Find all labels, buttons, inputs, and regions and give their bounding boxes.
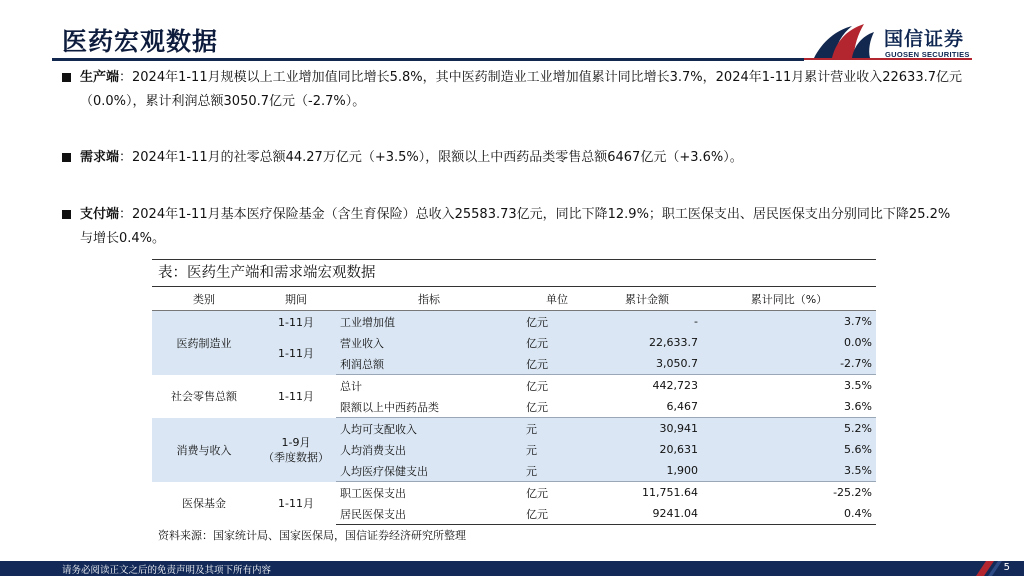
- period-cell: 1-11月: [278, 390, 314, 403]
- indicator-cell: 营业收入: [336, 332, 522, 353]
- amount-cell: 9241.04: [592, 503, 702, 525]
- amount-cell: 6,467: [592, 396, 702, 418]
- amount-cell: 442,723: [652, 379, 698, 392]
- period-note: （季度数据）: [263, 450, 329, 464]
- yoy-cell: -2.7%: [702, 353, 876, 375]
- amount-cell: 3,050.7: [592, 353, 702, 375]
- period-cell: 1-11月: [278, 497, 314, 510]
- period-cell: [256, 418, 336, 482]
- bullet-label: 支付端: [80, 207, 120, 222]
- yoy-cell: 5.6%: [702, 439, 876, 460]
- bullet-square-icon: [62, 210, 71, 219]
- table-header-row: [152, 287, 876, 311]
- category-cell: 医药制造业: [152, 311, 256, 375]
- macro-data-table: [152, 287, 876, 525]
- page-title: 医药宏观数据: [62, 27, 219, 56]
- column-header: 指标: [336, 287, 522, 311]
- indicator-cell: 总计: [340, 379, 362, 393]
- yoy-cell: 5.2%: [702, 418, 876, 440]
- footer-disclaimer: 请务必阅读正文之后的免责声明及其项下所有内容: [62, 565, 272, 576]
- yoy-cell: 3.6%: [702, 396, 876, 418]
- table-row: [152, 482, 876, 504]
- bullet-text: ：2024年1-11月基本医疗保险基金（含生育保险）总收入25583.73亿元，同比下降12.9%；职工医保支出、居民医保支出分别同比下降25.2%与增长0.4%。: [80, 207, 951, 246]
- indicator-cell: 职工医保支出: [340, 486, 406, 500]
- logo-english-name: GUOSEN SECURITIES: [885, 50, 970, 59]
- bullet-label: 需求端: [80, 150, 120, 165]
- bullet-square-icon: [62, 73, 71, 82]
- bullet-text: ：2024年1-11月规模以上工业增加值同比增长5.8%，其中医药制造业工业增加值累计同比增长3.7%，2024年1-11月累计营业收入22633.7亿元（0.0%），累计利润总额3050.7亿元（-2.7%）。: [80, 70, 963, 109]
- table-caption: 表：医药生产端和需求端宏观数据: [152, 259, 876, 287]
- column-header: 单位: [522, 287, 592, 311]
- column-header: 累计金额: [592, 287, 702, 311]
- bullet-demand: [62, 146, 962, 170]
- amount-cell: 30,941: [592, 418, 702, 440]
- table-row: [152, 332, 876, 353]
- category-cell: 社会零售总额: [171, 390, 237, 403]
- bullet-square-icon: [62, 153, 71, 162]
- amount-cell: 1,900: [592, 460, 702, 482]
- category-cell: 消费与收入: [152, 418, 256, 482]
- indicator-cell: 利润总额: [336, 353, 522, 375]
- period-line: 1-9月: [281, 435, 311, 449]
- amount-cell: 22,633.7: [592, 332, 702, 353]
- unit-cell: 亿元: [526, 486, 548, 500]
- unit-cell: 亿元: [522, 396, 592, 418]
- unit-cell: 元: [522, 439, 592, 460]
- table-source-note: 资料来源：国家统计局、国家医保局，国信证券经济研究所整理: [158, 529, 466, 542]
- unit-cell: 亿元: [522, 503, 592, 525]
- yoy-cell: 0.0%: [702, 332, 876, 353]
- column-header: 类别: [152, 287, 256, 311]
- guosen-logo-mark-icon: [812, 20, 876, 60]
- yoy-cell: 3.5%: [702, 460, 876, 482]
- title-divider: [52, 58, 804, 61]
- indicator-cell: 居民医保支出: [336, 503, 522, 525]
- indicator-cell: 人均可支配收入: [336, 418, 522, 440]
- page-number: 5: [1003, 562, 1010, 573]
- company-logo: [812, 20, 992, 66]
- table-row: [152, 375, 876, 397]
- footer-bar: [0, 561, 1024, 576]
- indicator-cell: 工业增加值: [336, 311, 522, 333]
- logo-chinese-name: 国信证券: [884, 28, 965, 50]
- bullet-payment: [62, 203, 962, 251]
- amount-cell: -: [592, 311, 702, 333]
- yoy-cell: 3.7%: [702, 311, 876, 333]
- yoy-cell: -25.2%: [833, 486, 872, 499]
- period-cell: 1-11月: [256, 332, 336, 375]
- amount-cell: 11,751.64: [642, 486, 698, 499]
- yoy-cell: 3.5%: [844, 379, 872, 392]
- column-header: 累计同比（%）: [702, 287, 876, 311]
- indicator-cell: 限额以上中西药品类: [336, 396, 522, 418]
- bullet-text: ：2024年1-11月的社零总额44.27万亿元（+3.5%），限额以上中西药品类零售总额6467亿元（+3.6%）。: [119, 150, 743, 165]
- yoy-cell: 0.4%: [702, 503, 876, 525]
- footer-stripe-decoration-icon: [964, 561, 1024, 576]
- unit-cell: 亿元: [522, 353, 592, 375]
- table-row: [152, 418, 876, 440]
- unit-cell: 亿元: [522, 332, 592, 353]
- bullet-label: 生产端: [80, 70, 120, 85]
- column-header: 期间: [256, 287, 336, 311]
- unit-cell: 元: [522, 460, 592, 482]
- indicator-cell: 人均医疗保健支出: [336, 460, 522, 482]
- macro-data-table-block: [152, 259, 876, 525]
- period-cell: 1-11月: [256, 311, 336, 333]
- unit-cell: 亿元: [522, 311, 592, 333]
- bullet-production: [62, 66, 962, 114]
- unit-cell: 元: [522, 418, 592, 440]
- indicator-cell: 人均消费支出: [336, 439, 522, 460]
- table-row: [152, 311, 876, 333]
- category-cell: 医保基金: [182, 497, 226, 510]
- amount-cell: 20,631: [592, 439, 702, 460]
- unit-cell: 亿元: [526, 379, 548, 393]
